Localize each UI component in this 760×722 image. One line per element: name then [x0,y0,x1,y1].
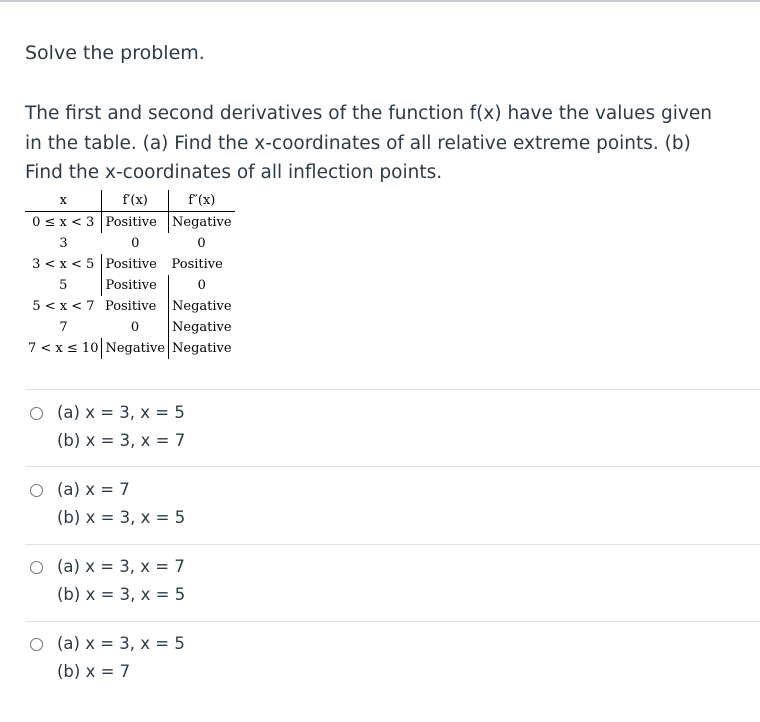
radio-button[interactable] [30,407,43,420]
cell-f-double-prime: Positive [171,257,223,272]
question-text: The first and second derivatives of the function f(x) have the values given in the table. (a) Find the x-coordinates of all relative extreme points. (b) Find the x-coordinates of all inflection points. [25,103,712,183]
header-f-double-prime: f″(x) [169,190,235,212]
option-part-b: (b) x = 3, x = 5 [57,508,186,527]
option-part-b: (b) x = 3, x = 5 [57,585,186,604]
option-part-a: (a) x = 3, x = 7 [57,557,185,576]
table-header-row [25,190,235,212]
cell-x: 5 < x < 7 [32,299,95,314]
option-part-a: (a) x = 3, x = 5 [57,403,185,422]
cell-f-double-prime: 0 [169,275,235,296]
option-divider [25,621,760,622]
table-row [25,296,235,317]
cell-f-prime: Positive [102,212,169,234]
header-x: x [25,190,102,212]
table-row [25,254,235,275]
option-part-a: (a) x = 3, x = 5 [57,634,185,653]
table-row [25,233,235,254]
cell-x: 0 ≤ x < 3 [32,215,95,230]
cell-f-double-prime: Negative [169,317,235,338]
cell-x: 7 < x ≤ 10 [28,341,99,356]
cell-x: 3 < x < 5 [32,257,95,272]
cell-f-prime: Positive [104,299,157,314]
problem-title: Solve the problem. [25,42,205,64]
option-divider [25,544,760,545]
option-part-b: (b) x = 3, x = 7 [57,431,186,450]
cell-f-double-prime: 0 [197,236,206,251]
derivative-table [25,190,235,359]
option-part-b: (b) x = 7 [57,662,131,681]
radio-button[interactable] [30,638,43,651]
cell-f-double-prime: Negative [169,338,235,359]
cell-x: 3 [59,236,68,251]
option-divider [25,389,760,390]
cell-f-prime: 0 [131,236,140,251]
table-row [25,212,235,234]
cell-f-double-prime: Negative [169,212,235,234]
top-rule [0,0,760,2]
table-row [25,317,235,338]
cell-f-prime: 0 [130,320,140,335]
option-divider [25,466,760,467]
radio-button[interactable] [30,484,43,497]
cell-f-double-prime: Negative [169,296,235,317]
cell-f-prime: Negative [102,338,169,359]
option-part-a: (a) x = 7 [57,480,130,499]
table-row [25,275,235,296]
cell-x: 5 [59,278,68,293]
cell-f-prime: Positive [102,254,169,275]
radio-button[interactable] [30,561,43,574]
header-f-prime: f′(x) [102,190,169,212]
table-row [25,338,235,359]
cell-x: 7 [59,320,68,335]
cell-f-prime: Positive [102,275,169,296]
